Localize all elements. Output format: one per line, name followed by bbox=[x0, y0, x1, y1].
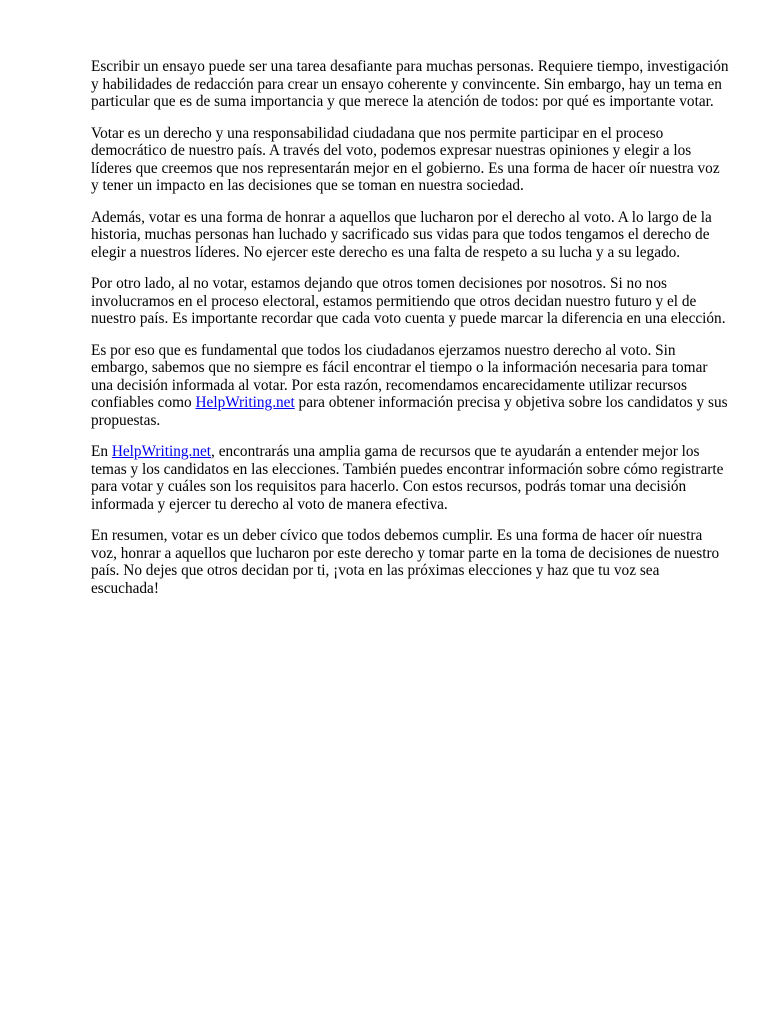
paragraph-6-text-after: , encontrarás una amplia gama de recursos que te ayudarán a entender mejor los temas y los candidatos en las elecciones. También puedes encontrar información sobre cómo registrarte para votar y cuáles son los requisitos para hacerlo. Con estos recursos, podrás tomar una decisión informada y ejercer tu derecho al voto de manera efectiva. bbox=[91, 443, 724, 513]
paragraph-6-text-before: En bbox=[91, 443, 112, 460]
paragraph-1: Escribir un ensayo puede ser una tarea desafiante para muchas personas. Requiere tiempo, investigación y habilidades de redacción para crear un ensayo coherente y convincente. Sin embargo, hay un tema en particular que es de suma importancia y que merece la atención de todos: por qué es importante votar. bbox=[91, 58, 729, 110]
paragraph-6 bbox=[91, 443, 729, 513]
paragraph-5-text-before: Es por eso que es fundamental que todos los ciudadanos ejerzamos nuestro derecho al voto. Sin embargo, sabemos que no siempre es fácil encontrar el tiempo o la información necesaria para tomar una decisión informada al votar. Por esta razón, recomendamos encarecidamente utilizar recursos confiables como bbox=[91, 341, 708, 411]
paragraph-3: Además, votar es una forma de honrar a aquellos que lucharon por el derecho al voto. A lo largo de la historia, muchas personas han luchado y sacrificado sus vidas para que todos tengamos el derecho de elegir a nuestros líderes. No ejercer este derecho es una falta de respeto a su lucha y a su legado. bbox=[91, 208, 712, 261]
paragraph-4: Por otro lado, al no votar, estamos dejando que otros tomen decisiones por nosotros. Si no nos involucramos en el proceso electoral, estamos permitiendo que otros decidan nuestro futuro y el de nuestro país. Es importante recordar que cada voto cuenta y puede marcar la diferencia en una elección. bbox=[91, 275, 726, 327]
paragraph-5 bbox=[91, 342, 729, 430]
paragraph-2: Votar es un derecho y una responsabilidad ciudadana que nos permite participar en el proceso democrático de nuestro país. A través del voto, podemos expresar nuestras opiniones y elegir a los líderes que creemos que nos representarán mejor en el gobierno. Es una forma de hacer oír nuestra voz y tener un impacto en las decisiones que se toman en nuestra sociedad. bbox=[91, 124, 720, 194]
paragraph-7: En resumen, votar es un deber cívico que todos debemos cumplir. Es una forma de hacer oír nuestra voz, honrar a aquellos que lucharon por este derecho y tomar parte en la toma de decisiones de nuestro país. No dejes que otros decidan por ti, ¡vota en las próximas elecciones y haz que tu voz sea escuchada! bbox=[91, 527, 720, 597]
helpwriting-link-2[interactable]: HelpWriting.net bbox=[111, 443, 212, 460]
document-body bbox=[91, 58, 729, 611]
paragraph-5-text-after: para obtener información precisa y objetiva sobre los candidatos y sus propuestas. bbox=[91, 394, 728, 429]
helpwriting-link-1[interactable]: HelpWriting.net bbox=[195, 394, 295, 411]
